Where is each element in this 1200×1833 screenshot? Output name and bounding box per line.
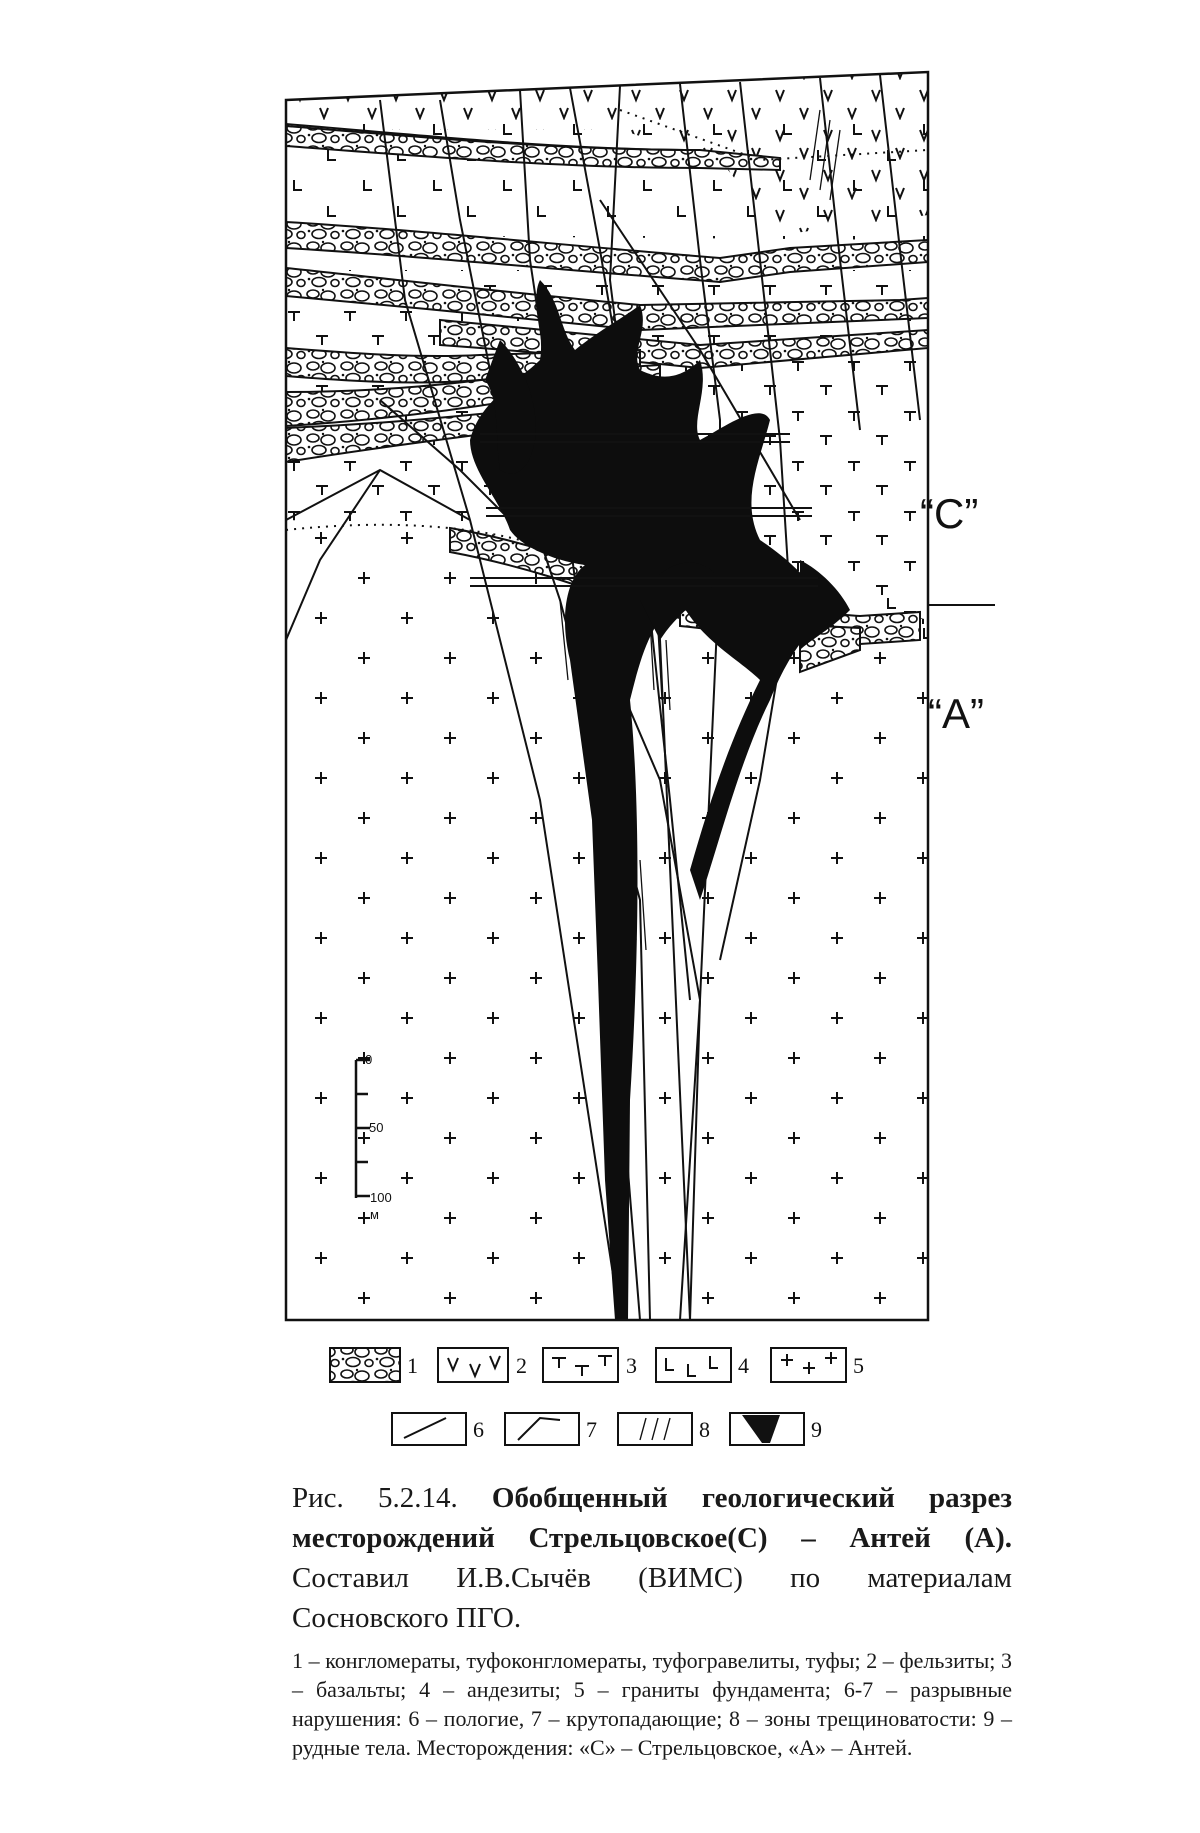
legend-label-1: 1 bbox=[407, 1353, 418, 1378]
caption-title-rest: Составил И.В.Сычёв (ВИМС) по материалам Сосновского ПГО. bbox=[292, 1562, 1012, 1634]
legend-label-7: 7 bbox=[586, 1417, 597, 1442]
legend-label-2: 2 bbox=[516, 1353, 527, 1378]
caption-title bbox=[292, 1478, 1012, 1638]
legend-box-1 bbox=[330, 1348, 400, 1382]
legend-label-3: 3 bbox=[626, 1353, 637, 1378]
caption-number: Рис. 5.2.14. bbox=[292, 1482, 458, 1514]
legend-label-9: 9 bbox=[811, 1417, 822, 1442]
legend-label-4: 4 bbox=[738, 1353, 749, 1378]
legend-label-8: 8 bbox=[699, 1417, 710, 1442]
legend-label-5: 5 bbox=[853, 1353, 864, 1378]
legend-box-2 bbox=[438, 1348, 508, 1382]
scale-tick-100: 100 bbox=[370, 1190, 392, 1205]
legend-label-6: 6 bbox=[473, 1417, 484, 1442]
deposit-a-label: “A” bbox=[928, 690, 984, 737]
deposit-c-label: “C” bbox=[920, 490, 979, 537]
scale-tick-0: 0 bbox=[365, 1052, 373, 1067]
caption-title-bold: Обобщенный геологический разрез месторождений Стрельцовское(С) – Антей (А). bbox=[292, 1482, 1012, 1554]
caption-legend-text: 1 – конгломераты, туфоконгломераты, туфогравелиты, туфы; 2 – фельзиты; 3 – базальты; 4 – андезиты; 5 – граниты фундамента; 6-7 – разрывные нарушения: 6 – пологие, 7 – крутопадающие; 8 – зоны трещиноватости: 9 – рудные тела. Месторождения: «С» – Стрельцовское, «А» – Антей. bbox=[292, 1648, 1012, 1760]
scale-tick-50: 50 bbox=[369, 1120, 384, 1135]
legend-box-6 bbox=[392, 1413, 466, 1445]
figure-caption bbox=[292, 1478, 1012, 1762]
scale-unit: м bbox=[370, 1207, 379, 1222]
